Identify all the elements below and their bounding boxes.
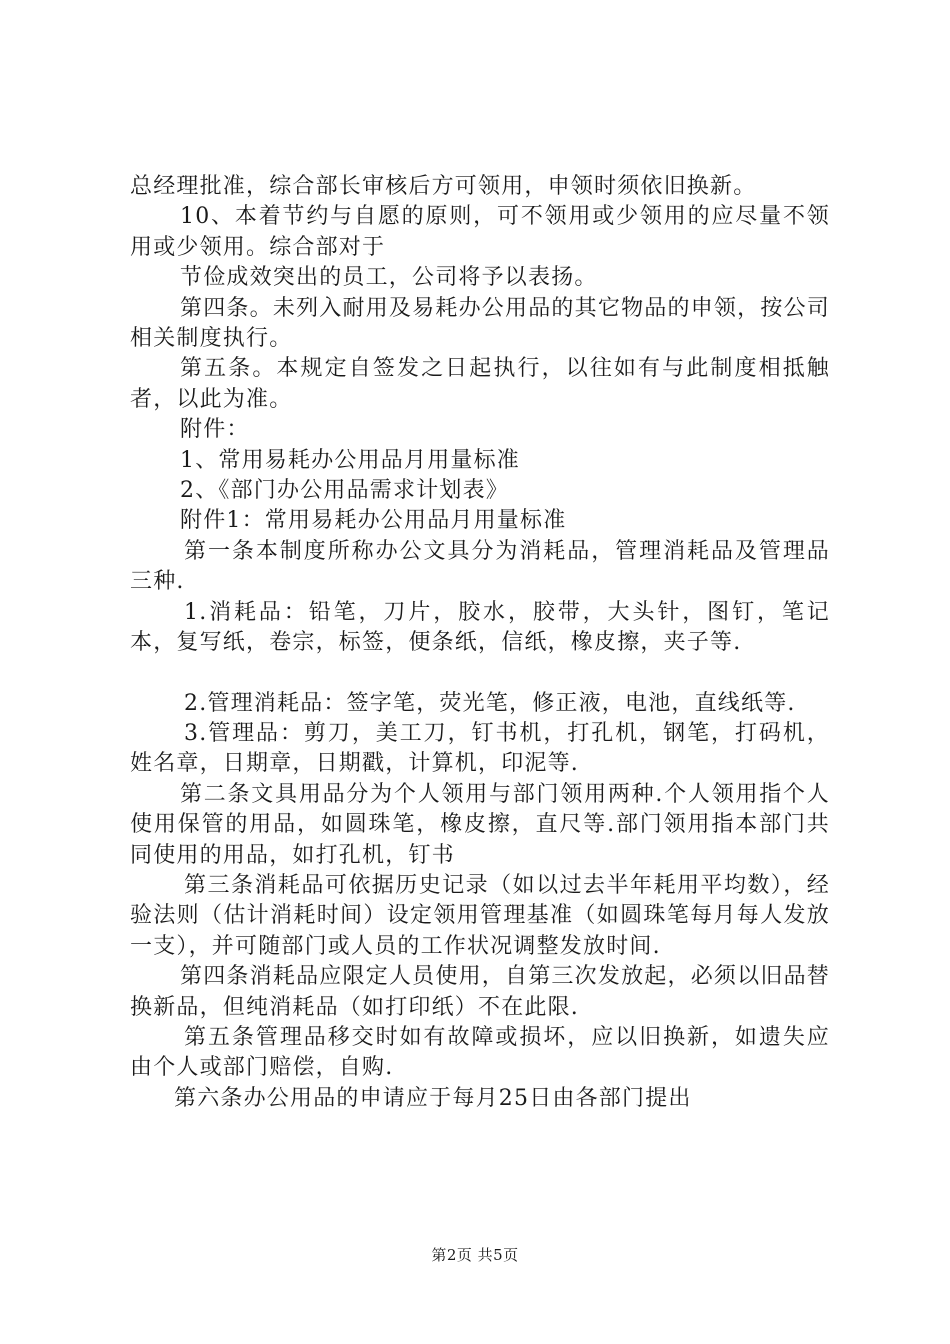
paragraph-rule-2: 第二条文具用品分为个人领用与部门领用两种.个人领用指个人使用保管的用品，如圆珠笔，橡皮擦，直尺等.部门领用指本部门共同使用的用品，如打孔机，钉书 <box>130 781 830 868</box>
paragraph-attachment-2: 2、《部门办公用品需求计划表》 <box>180 478 509 504</box>
page-number-footer: 第2页 共5页 <box>431 1246 519 1264</box>
paragraph-rule-3: 第三条消耗品可依据历史记录（如以过去半年耗用平均数），经验法则（估计消耗时间）设定领用管理基准（如圆珠笔每月每人发放一支），并可随部门或人员的工作状况调整发放时间. <box>130 872 830 959</box>
paragraph-article-5: 第五条。本规定自签发之日起执行，以往如有与此制度相抵触者，以此为准。 <box>130 356 830 412</box>
paragraph-praise: 节俭成效突出的员工，公司将予以表扬。 <box>180 265 598 291</box>
paragraph-attachment-1-title: 附件1：常用易耗办公用品月用量标准 <box>180 508 567 534</box>
paragraph-article-4: 第四条。未列入耐用及易耗办公用品的其它物品的申领，按公司相关制度执行。 <box>130 295 830 352</box>
paragraph-approval: 总经理批准，综合部长审核后方可领用，申领时须依旧换新。 <box>130 174 757 199</box>
paragraph-managed-consumables: 2.管理消耗品：签字笔，荧光笔，修正液，电池，直线纸等. <box>184 690 796 716</box>
document-body <box>130 172 830 1114</box>
paragraph-consumables: 1.消耗品：铅笔，刀片，胶水，胶带，大头针，图钉，笔记本，复写纸，卷宗，标签，便条纸，信纸，橡皮擦，夹子等. <box>130 599 830 656</box>
paragraph-attachment-1: 1、常用易耗办公用品月用量标准 <box>180 447 520 473</box>
paragraph-rule-4: 第四条消耗品应限定人员使用，自第三次发放起，必须以旧品替换新品，但纯消耗品（如打印纸）不在此限. <box>130 964 830 1020</box>
paragraph-rule-1: 第一条本制度所称办公文具分为消耗品，管理消耗品及管理品三种. <box>130 538 830 595</box>
paragraph-rule-6: 第六条办公用品的申请应于每月25日由各部门提出 <box>174 1085 692 1111</box>
paragraph-managed-items: 3.管理品：剪刀，美工刀，钉书机，打孔机，钢笔，打码机，姓名章，日期章，日期戳，计算机，印泥等. <box>130 720 830 777</box>
paragraph-rule-5: 第五条管理品移交时如有故障或损坏，应以旧换新，如遗失应由个人或部门赔偿，自购. <box>130 1024 830 1081</box>
paragraph-attachments-heading: 附件： <box>180 417 250 443</box>
paragraph-item-10: 10、本着节约与自愿的原则，可不领用或少领用的应尽量不领用或少领用。综合部对于 <box>130 204 830 260</box>
